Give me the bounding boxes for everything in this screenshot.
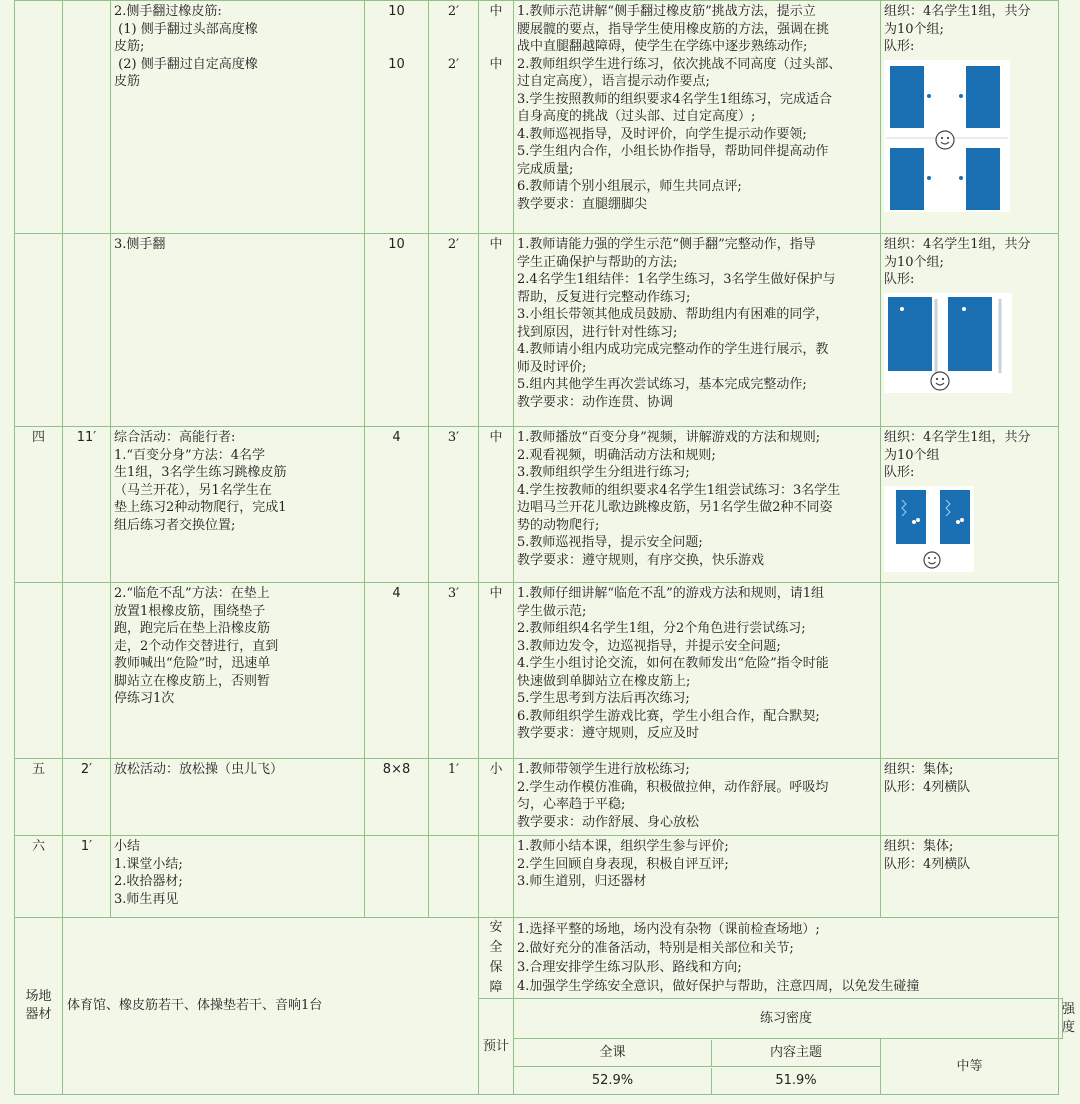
method-line: 4.教师巡视指导，及时评价，向学生提示动作要领; — [517, 126, 807, 142]
methods-cell — [514, 234, 881, 427]
method-line: 1.教师请能力强的学生示范“侧手翻”完整动作，指导 — [517, 237, 816, 252]
method-line: 5.教师巡视指导，提示安全问题; — [517, 535, 703, 550]
content-line: 教师喊出“危险”时，迅速单 — [114, 656, 271, 671]
table-row — [15, 836, 1063, 918]
intensity-cell: 中 — [479, 234, 514, 427]
method-line: 找到原因，进行针对性练习; — [517, 324, 678, 340]
method-line: 2.观看视频，明确活动方法和规则; — [517, 447, 716, 463]
content-line: 2.侧手翻过橡皮筋: — [114, 4, 222, 19]
intensity-value: 中等 — [881, 1039, 1059, 1095]
count-cell: 10 — [365, 234, 429, 427]
safety-item: 4.加强学生学练安全意识，做好保护与帮助，注意四周，以免发生碰撞 — [517, 979, 920, 994]
content-line: 1.“百变分身”方法：4名学 — [114, 447, 265, 463]
section-cell — [15, 583, 63, 759]
safety-label: 安全保障 — [479, 918, 514, 999]
table-row — [15, 583, 1063, 759]
table-row — [15, 234, 1063, 427]
intensity-cell: 中 — [479, 427, 514, 583]
org-line: 组织：集体; — [884, 762, 954, 777]
org-line: 为10个组; — [884, 21, 944, 37]
count-cell: 4 — [365, 427, 429, 583]
method-line: 教学要求：遵守规则，反应及时 — [517, 726, 700, 741]
method-line: 5.学生组内合作，小组长协作指导，帮助同伴提高动作 — [517, 144, 829, 159]
content-line: 皮筋 — [114, 74, 141, 89]
org-line: 队形: — [884, 272, 915, 287]
gymnastics-mat-icon — [940, 490, 970, 544]
gymnastics-mat-icon — [890, 66, 924, 128]
method-line: 3.师生道别，归还器材 — [517, 874, 647, 889]
org-line: 组织：集体; — [884, 839, 954, 854]
gymnastics-mat-icon — [890, 148, 924, 210]
intensity-cell: 中 — [479, 583, 514, 759]
methods-cell — [514, 427, 881, 583]
duration-cell: 3′ — [429, 583, 479, 759]
content-cell — [111, 836, 365, 918]
method-line: 2.教师组织学生进行练习，依次挑战不同高度（过头部、 — [517, 56, 842, 72]
method-line: 教学要求：动作连贯、协调 — [517, 394, 674, 410]
safety-item: 2.做好充分的准备活动，特别是相关部位和关节; — [517, 941, 794, 956]
method-line: 匀，心率趋于平稳; — [517, 797, 626, 812]
methods-cell — [514, 1, 881, 234]
method-line: 教学要求：直腿绷脚尖 — [517, 196, 648, 212]
method-line: 学生正确保护与帮助的方法; — [517, 254, 678, 270]
duration-cell: 3′ — [429, 427, 479, 583]
method-line: 教学要求：动作舒展、身心放松 — [517, 814, 700, 830]
organization-cell — [881, 836, 1059, 918]
content-cell — [111, 583, 365, 759]
method-line: 势的动物爬行; — [517, 517, 600, 533]
time-cell: 2′ — [63, 759, 111, 836]
content-line: 小结 — [114, 839, 141, 854]
gymnastics-mat-icon — [966, 66, 1000, 128]
time-cell: 1′ — [63, 836, 111, 918]
gymnastics-mat-icon — [888, 297, 932, 371]
method-line: 完成质量; — [517, 161, 574, 177]
count-cell — [365, 836, 429, 918]
venue-equipment-text: 体育馆、橡皮筋若干、体操垫若干、音响1台 — [63, 918, 479, 1095]
content-cell — [111, 759, 365, 836]
intensity-header: 强度 — [1059, 999, 1063, 1039]
method-line: 过自定高度），语言提示动作要点; — [517, 74, 710, 89]
table-row — [15, 759, 1063, 836]
duration-cell — [429, 836, 479, 918]
intensity-value: 中 — [489, 4, 503, 19]
content-line: 垫上练习2种动物爬行，完成1 — [114, 500, 287, 515]
smiley-face-icon — [936, 131, 954, 149]
method-line: 腰展髋的要点，指导学生使用橡皮筋的方法，强调在挑 — [517, 21, 830, 37]
org-line: 队形: — [884, 465, 915, 480]
method-line: 教学要求：遵守规则，有序交换，快乐游戏 — [517, 552, 765, 568]
content-line: 脚站立在橡皮筋上，否则暂 — [114, 673, 271, 689]
content-line: 3.师生再见 — [114, 891, 179, 907]
gymnastics-mat-icon — [966, 148, 1000, 210]
methods-cell — [514, 836, 881, 918]
smiley-face-icon — [924, 552, 940, 568]
method-line: 2.学生动作模仿准确，积极做拉伸，动作舒展。呼吸均 — [517, 779, 829, 795]
intensity-cell — [479, 1, 514, 234]
table-row — [15, 427, 1063, 583]
method-line: 战中直腿翻越障碍，使学生在学练中逐步熟练动作; — [517, 39, 808, 54]
org-line: 组织：4名学生1组，共分 — [884, 237, 1031, 252]
time-cell — [63, 1, 111, 234]
formation-diagram — [884, 486, 974, 572]
org-line: 队形: — [884, 39, 915, 54]
lesson-plan-table — [14, 0, 1076, 1095]
estimate-label: 预计 — [479, 999, 514, 1095]
table-row — [15, 1, 1063, 234]
method-line: 2.4名学生1组结伴：1名学生练习，3名学生做好保护与 — [517, 272, 836, 287]
organization-cell — [881, 759, 1059, 836]
intensity-value: 中 — [489, 56, 503, 72]
safety-item: 1.选择平整的场地，场内没有杂物（课前检查场地）; — [517, 922, 820, 937]
content-line: 3.侧手翻 — [114, 237, 166, 252]
section-cell — [15, 1, 63, 234]
duration-cell: 1′ — [429, 759, 479, 836]
method-line: 4.学生按教师的组织要求4名学生1组尝试练习：3名学生 — [517, 482, 841, 498]
intensity-cell: 小 — [479, 759, 514, 836]
org-line: 组织：4名学生1组，共分 — [884, 4, 1031, 19]
main-topic-density: 51.9% — [775, 1072, 817, 1088]
method-line: 1.教师仔细讲解“临危不乱”的游戏方法和规则，请1组 — [517, 586, 824, 601]
content-line: 放置1根橡皮筋，围绕垫子 — [114, 603, 266, 619]
count-cell — [365, 1, 429, 234]
whole-class-density: 52.9% — [514, 1068, 712, 1094]
method-line: 1.教师播放“百变分身”视频，讲解游戏的方法和规则; — [517, 430, 821, 445]
density-values — [514, 1067, 881, 1095]
method-line: 6.教师组织学生游戏比赛，学生小组合作，配合默契; — [517, 708, 820, 724]
method-line: 边唱马兰开花儿歌边跳橡皮筋，另1名学生做2种不同姿 — [517, 500, 833, 515]
venue-label: 场地器材 — [15, 918, 63, 1095]
content-line: (1) 侧手翻过头部高度橡 — [114, 21, 258, 37]
content-line: (2) 侧手翻过自定高度橡 — [114, 56, 258, 72]
org-line: 队形：4列横队 — [884, 856, 971, 872]
section-cell — [15, 234, 63, 427]
time-cell: 11′ — [63, 427, 111, 583]
duration-cell: 2′ — [429, 234, 479, 427]
content-line: 皮筋; — [114, 39, 145, 54]
method-line: 5.组内其他学生再次尝试练习，基本完成完整动作; — [517, 377, 807, 392]
section-cell: 五 — [15, 759, 63, 836]
organization-cell — [881, 234, 1059, 427]
gymnastics-mat-icon — [896, 490, 926, 544]
main-topic-label: 内容主题 — [770, 1044, 823, 1060]
content-line: 2.“临危不乱”方法：在垫上 — [114, 586, 270, 601]
content-line: （马兰开花），另1名学生在 — [114, 482, 272, 498]
method-line: 3.学生按照教师的组织要求4名学生1组练习，完成适合 — [517, 91, 832, 107]
formation-diagram — [884, 60, 1010, 212]
organization-cell — [881, 1, 1059, 234]
org-line: 组织：4名学生1组，共分 — [884, 430, 1031, 445]
org-line: 为10个组 — [884, 447, 940, 463]
method-line: 3.小组长带领其他成员鼓励、帮助组内有困难的同学， — [517, 307, 829, 322]
smiley-face-icon — [931, 372, 949, 390]
content-line: 综合活动：高能行者: — [114, 430, 236, 445]
content-line: 2.收拾器材; — [114, 874, 183, 889]
method-line: 5.学生思考到方法后再次练习; — [517, 691, 690, 706]
content-line: 组后练习者交换位置; — [114, 517, 236, 533]
density-label: 练习密度 — [760, 1010, 813, 1026]
content-line: 1.课堂小结; — [114, 856, 183, 872]
duration-value: 2′ — [447, 56, 460, 72]
content-line: 生1组，3名学生练习跳橡皮筋 — [114, 465, 287, 480]
method-line: 3.教师边发令，边巡视指导，并提示安全问题; — [517, 638, 781, 654]
method-line: 6.教师请个别小组展示，师生共同点评; — [517, 179, 742, 194]
safety-item: 3.合理安排学生练习队形、路线和方向; — [517, 960, 742, 975]
method-line: 1.教师带领学生进行放松练习; — [517, 762, 690, 777]
content-line: 跑，跑完后在垫上沿橡皮筋 — [114, 621, 271, 636]
method-line: 帮助，反复进行完整动作练习; — [517, 289, 691, 305]
count-cell: 4 — [365, 583, 429, 759]
organization-cell — [881, 427, 1059, 583]
method-line: 自身高度的挑战（过头部、过自定高度）; — [517, 109, 756, 124]
gymnastics-mat-icon — [948, 297, 992, 371]
duration-value: 2′ — [447, 4, 460, 19]
method-line: 4.学生小组讨论交流，如何在教师发出“危险”指令时能 — [517, 656, 829, 671]
method-line: 快速做到单脚站立在橡皮筋上; — [517, 673, 691, 689]
methods-cell — [514, 583, 881, 759]
whole-class-label: 全课 — [514, 1040, 712, 1066]
section-cell: 六 — [15, 836, 63, 918]
time-cell — [63, 234, 111, 427]
method-line: 1.教师小结本课，组织学生参与评价; — [517, 839, 729, 854]
whole-class-header — [514, 1039, 881, 1067]
intensity-cell — [479, 836, 514, 918]
content-cell — [111, 1, 365, 234]
safety-items-cell — [514, 918, 1059, 999]
method-line: 1.教师示范讲解“侧手翻过橡皮筋”挑战方法，提示立 — [517, 4, 816, 19]
content-line: 停练习1次 — [114, 691, 175, 706]
content-cell — [111, 427, 365, 583]
org-line: 为10个组; — [884, 254, 944, 270]
count-cell: 8×8 — [365, 759, 429, 836]
method-line: 2.学生回顾自身表现，积极自评互评; — [517, 856, 729, 872]
formation-diagram — [884, 293, 1012, 393]
content-line: 放松活动：放松操（虫儿飞） — [114, 762, 284, 777]
method-line: 4.教师请小组内成功完成完整动作的学生进行展示，教 — [517, 342, 829, 357]
method-line: 3.教师组织学生分组进行练习; — [517, 465, 690, 480]
duration-cell — [429, 1, 479, 234]
time-cell — [63, 583, 111, 759]
table-row — [15, 918, 1063, 999]
method-line: 2.教师组织4名学生1组，分2个角色进行尝试练习; — [517, 621, 806, 636]
content-line: 走，2个动作交替进行，直到 — [114, 638, 279, 654]
section-cell: 四 — [15, 427, 63, 583]
org-line: 队形：4列横队 — [884, 779, 971, 795]
content-cell — [111, 234, 365, 427]
organization-cell — [881, 583, 1059, 759]
density-header — [514, 999, 1059, 1039]
count-value: 10 — [388, 4, 405, 19]
method-line: 学生做示范; — [517, 603, 587, 619]
method-line: 师及时评价; — [517, 359, 587, 375]
methods-cell — [514, 759, 881, 836]
count-value: 10 — [388, 56, 405, 72]
